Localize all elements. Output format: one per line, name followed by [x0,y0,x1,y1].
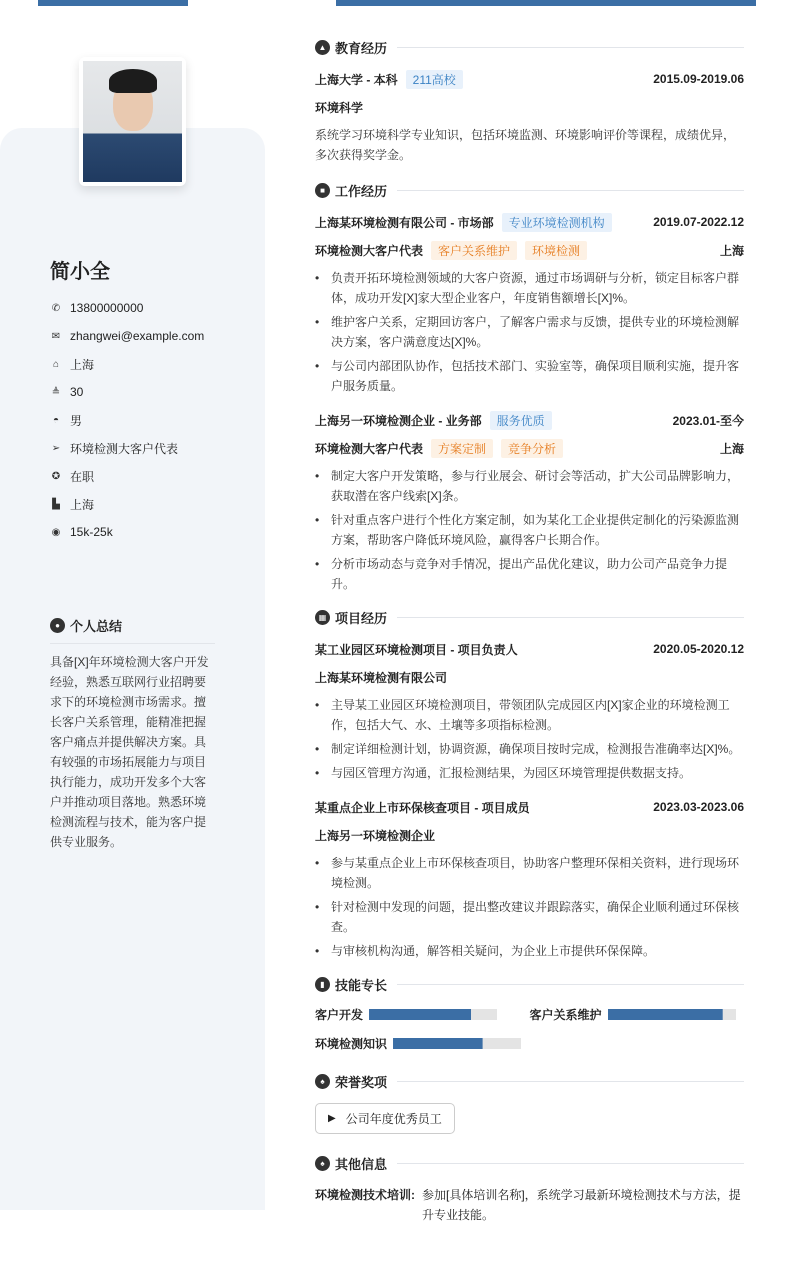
gender-icon: ◓ [52,414,60,426]
project-date: 2023.03-2023.06 [653,800,744,814]
phone-icon: ✆ [51,302,61,314]
bullet: • 主导某工业园区环境检测项目，带领团队完成园区内[X]家企业的环境检测工作，包括大气、水、土壤等多项指标检测。 [315,695,744,735]
user-icon: ● [50,618,65,633]
skill-item [315,1006,530,1023]
work-date: 2019.07-2022.12 [653,215,744,229]
project-org: 上海某环境检测有限公司 [315,670,448,685]
bullet: • 制定大客户开发策略，参与行业展会、研讨会等活动，扩大公司品牌影响力，获取潜在客户线索[X]条。 [315,466,744,506]
skills-title: 技能专长 [335,978,388,993]
project-item [315,797,744,961]
status-icon: ✪ [51,470,61,482]
major: 环境科学 [315,100,364,115]
salary-icon: ◉ [51,526,61,538]
skill-name: 客户关系维护 [529,1008,602,1022]
main-content [315,38,744,1225]
skill-name: 环境检测知识 [315,1037,388,1051]
project-heading [315,608,744,627]
education-date: 2015.09-2019.06 [653,72,744,86]
summary-heading [50,616,215,644]
briefcase-icon: ■ [315,183,330,198]
skill-tag: 竞争分析 [501,439,563,458]
role: 环境检测大客户代表 [315,243,424,258]
bullet: • 负责开拓环境检测领域的大客户资源，通过市场调研与分析，锁定目标客户群体，成功开发[X]家大型企业客户，年度销售额增长[X]%。 [315,268,744,308]
skill-bar [369,1009,497,1020]
work-date: 2023.01-至今 [672,413,744,428]
other-key: 环境检测技术培训: [315,1188,415,1202]
company-tag: 专业环境检测机构 [502,213,612,232]
work-item [315,212,744,396]
cake-icon: ≜ [51,386,61,398]
skill-bar [608,1009,736,1020]
award-icon: ♠ [315,1074,330,1089]
education-desc: 系统学习环境科学专业知识，包括环境监测、环境影响评价等课程，成绩优异，多次获得奖学金。 [315,128,736,162]
other-heading [315,1154,744,1173]
bullet: • 参与某重点企业上市环保核查项目，协助客户整理环保相关资料，进行现场环境检测。 [315,853,744,893]
bullet: • 与审核机构沟通，解答相关疑问，为企业上市提供环保保障。 [315,941,744,961]
skills-list [315,1006,744,1052]
school: 上海大学 - 本科 [315,72,398,87]
graduation-cap-icon: ▲ [315,40,330,55]
bullet: • 针对检测中发现的问题，提出整改建议并跟踪落实，确保企业顺利通过环保核查。 [315,897,744,937]
bullet: • 分析市场动态与竞争对手情况，提出产品优化建议，助力公司产品竞争力提升。 [315,554,744,594]
project-org: 上海另一环境检测企业 [315,828,436,843]
bullet: • 针对重点客户进行个性化方案定制，如为某化工企业提供定制化的污染源监测方案，帮助客户降低环境风险，赢得客户长期合作。 [315,510,744,550]
contact-info [50,294,204,546]
education-heading [315,38,744,57]
mail-icon: ✉ [51,330,61,342]
skill-bar [393,1038,521,1049]
chart-icon: ▮ [315,977,330,992]
company: 上海某环境检测有限公司 - 市场部 [315,215,494,230]
email: zhangwei@example.com [70,329,205,343]
skill-tag: 客户关系维护 [431,241,517,260]
bullet: • 与公司内部团队协作，包括技术部门、实验室等，确保项目顺利实施，提升客户服务质量。 [315,356,744,396]
skill-bar-fill [393,1038,483,1049]
location: 上海 [70,357,95,372]
candidate-name: 简小全 [50,261,110,283]
gender: 男 [70,413,83,428]
skill-bar-fill [608,1009,723,1020]
company-tag: 服务优质 [490,411,552,430]
skill-name: 客户开发 [315,1008,364,1022]
skill-tag: 环境检测 [525,241,587,260]
award-item[interactable] [315,1103,455,1134]
play-icon: ▶ [328,1113,336,1124]
age: 30 [70,385,84,399]
skill-item [315,1035,530,1052]
awards-title: 荣誉奖项 [335,1075,388,1090]
skill-item [530,1006,745,1023]
city: 上海 [70,497,95,512]
award-label: 公司年度优秀员工 [345,1112,442,1126]
awards-heading [315,1072,744,1091]
school-tag: 211高校 [406,70,463,89]
work-item [315,410,744,594]
send-icon: ➢ [51,442,61,454]
status: 在职 [70,469,95,484]
project-name: 某重点企业上市环保核查项目 - 项目成员 [315,800,530,815]
summary-title: 个人总结 [70,619,123,634]
bullet: • 维护客户关系，定期回访客户，了解客户需求与反馈，提供专业的环境检测解决方案，客户满意度达[X]%。 [315,312,744,352]
project-item [315,639,744,783]
company: 上海另一环境检测企业 - 业务部 [315,413,482,428]
project-title: 项目经历 [335,611,388,626]
project-name: 某工业园区环境检测项目 - 项目负责人 [315,642,518,657]
home-icon: ⌂ [52,358,60,370]
other-value: 参加[具体培训名称]，系统学习最新环境检测技术与方法，提升专业技能。 [422,1188,741,1222]
info-icon: ♠ [315,1156,330,1171]
top-accent-bar-left [38,0,188,6]
grid-icon: ▦ [315,610,330,625]
skill-tag: 方案定制 [431,439,493,458]
skill-bar-fill [369,1009,471,1020]
work-city: 上海 [719,243,744,258]
work-title: 工作经历 [335,184,388,199]
role: 环境检测大客户代表 [315,441,424,456]
summary-text: 具备[X]年环境检测大客户开发经验，熟悉互联网行业招聘要求下的环境检测市场需求。擅长客户关系管理，能精准把握客户痛点并提供解决方案。具有较强的市场拓展能力与项目执行能力，成功开发多个大客户并推动项目落地。熟悉环境检测流程与技术，能为客户提供专业服务。 [50,655,209,849]
position: 环境检测大客户代表 [70,441,179,456]
education-title: 教育经历 [335,41,388,56]
salary: 15k-25k [70,525,113,539]
project-date: 2020.05-2020.12 [653,642,744,656]
top-accent-bar-right [336,0,756,6]
bullet: • 制定详细检测计划，协调资源，确保项目按时完成，检测报告准确率达[X]%。 [315,739,744,759]
building-icon: ▙ [52,498,60,510]
work-heading [315,181,744,200]
avatar [79,57,186,186]
skills-heading [315,975,744,994]
phone: 13800000000 [70,301,144,315]
other-title: 其他信息 [335,1157,388,1172]
bullet: • 与园区管理方沟通，汇报检测结果，为园区环境管理提供数据支持。 [315,763,744,783]
work-city: 上海 [719,441,744,456]
